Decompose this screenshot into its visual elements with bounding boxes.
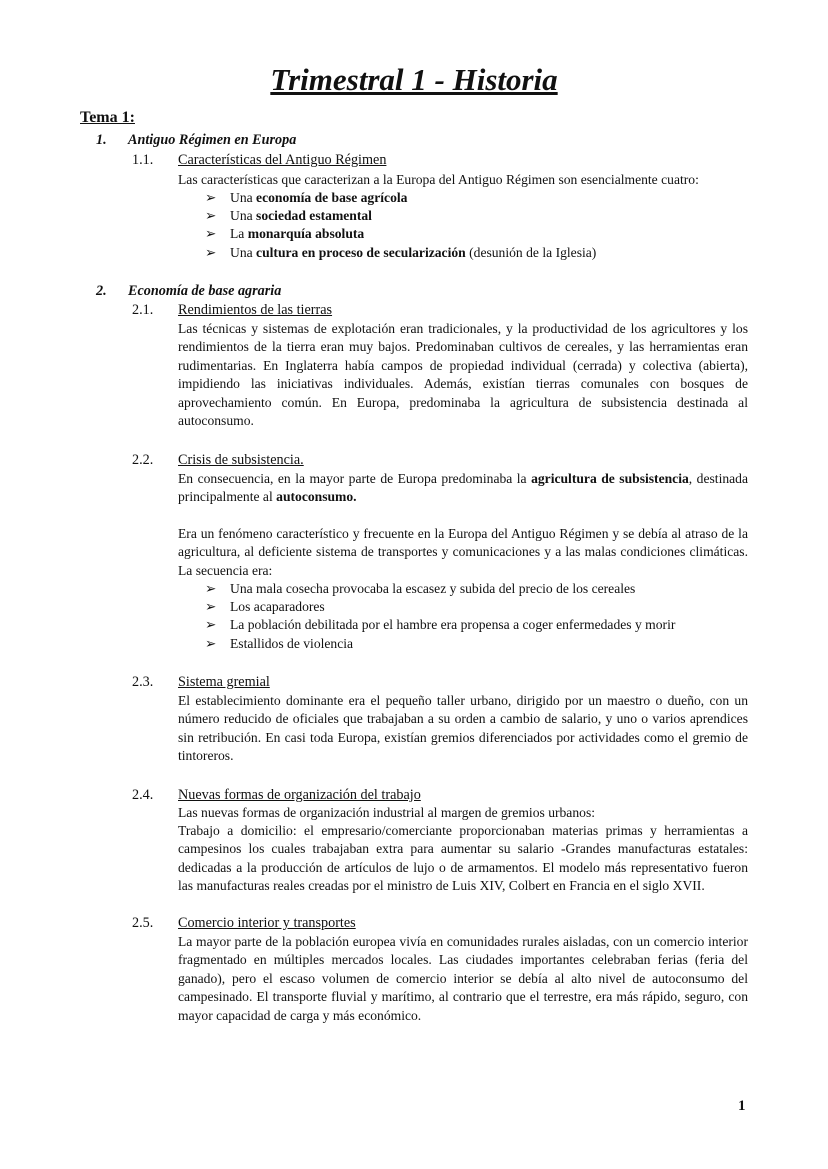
section-title: Antiguo Régimen en Europa — [128, 132, 297, 148]
list-item — [205, 244, 596, 262]
paragraph: Trabajo a domicilio: el empresario/comerciante proporcionaban materias primas y herramientas a campesinos los cuales trabajaban extra para aumentar su salario -Grandes manufacturas estatales: dedicadas a la producción de artículos de lujo o de armamentos. El modelo más representativo fueron las manufacturas reales creadas por el ministro de Luis XIV, Colbert en Francia en el siglo XVII. — [178, 823, 748, 894]
list-item — [205, 189, 407, 207]
arrow-bullet-icon: ➢ — [205, 226, 217, 241]
document-title: Trimestral 1 - Historia — [270, 62, 558, 97]
subsection-title: Crisis de subsistencia. — [178, 452, 304, 468]
subsection-number: 2.5. — [132, 915, 154, 931]
text: La — [230, 226, 248, 241]
arrow-bullet-icon: ➢ — [205, 599, 217, 614]
text: (desunión de la Iglesia) — [465, 245, 597, 260]
text: Una mala cosecha provocaba la escasez y subida del precio de los cereales — [230, 581, 636, 596]
list-item — [205, 635, 353, 653]
text: Los acaparadores — [230, 599, 325, 614]
list-item — [205, 598, 325, 616]
list-item — [205, 207, 372, 225]
text: Una — [230, 208, 257, 223]
bold-text: autoconsumo. — [276, 489, 357, 505]
bold-text: monarquía absoluta — [247, 226, 365, 241]
paragraph: Las nuevas formas de organización industrial al margen de gremios urbanos: — [178, 805, 596, 820]
text: La población debilitada por el hambre era propensa a coger enfermedades y morir — [230, 617, 676, 632]
subsection-title: Rendimientos de las tierras — [178, 302, 333, 318]
subsection-number: 1.1. — [132, 152, 154, 168]
page-number: 1 — [738, 1098, 746, 1114]
bold-text: agricultura de subsistencia — [531, 471, 689, 486]
subsection-title: Sistema gremial — [178, 674, 270, 690]
paragraph: Las características que caracterizan a la Europa del Antiguo Régimen son esencialmente cuatro: — [178, 172, 699, 187]
arrow-bullet-icon: ➢ — [205, 190, 217, 205]
subsection-title: Características del Antiguo Régimen — [178, 152, 387, 168]
text: En consecuencia, en la mayor parte de Europa predominaba la — [178, 471, 532, 486]
list-item — [205, 580, 635, 598]
subsection-number: 2.1. — [132, 302, 154, 318]
paragraph: La mayor parte de la población europea vivía en comunidades rurales aisladas, con un comercio interior fragmentado en múltiples mercados locales. Las ciudades importantes celebraban ferias (feria del ganado), pero el escaso volumen de comercio interior se debía al alto nivel de autoconsumo del campesinado. El transporte fluvial y marítimo, al contrario que el terrestre, era más rápido, seguro, con mayor capacidad de carga y más económico. — [178, 934, 748, 1023]
paragraph — [178, 470, 748, 507]
list-item — [205, 616, 675, 634]
subsection-title: Comercio interior y transportes — [178, 915, 356, 931]
section-title: Economía de base agraria — [128, 283, 282, 299]
bold-text: economía de base agrícola — [256, 190, 408, 205]
section-number: 2. — [96, 283, 107, 299]
bold-text: cultura en proceso de secularización — [256, 245, 466, 260]
section-number: 1. — [96, 132, 107, 148]
arrow-bullet-icon: ➢ — [205, 581, 217, 596]
paragraph: Las técnicas y sistemas de explotación eran tradicionales, y la productividad de los agricultores y los rendimientos de la tierra eran muy bajos. Predominaban cultivos de cereales, y las herramientas eran rudimentarias. En Inglaterra había campos de propiedad individual (cerrada) y colectiva (abierta), impidiendo las iniciativas individuales. Además, existían tierras comunales con bosques de aprovechamiento común. En Europa, predominaba la agricultura de subsistencia destinada al autoconsumo. — [178, 321, 748, 429]
subsection-number: 2.4. — [132, 787, 154, 803]
subsection-title: Nuevas formas de organización del trabajo — [178, 787, 421, 803]
arrow-bullet-icon: ➢ — [205, 617, 217, 632]
arrow-bullet-icon: ➢ — [205, 245, 217, 260]
subsection-number: 2.3. — [132, 674, 154, 690]
text: Una — [230, 245, 257, 260]
paragraph: Era un fenómeno característico y frecuente en la Europa del Antiguo Régimen y se debía al atraso de la agricultura, al deficiente sistema de transportes y comunicaciones y a las malas condiciones climáticas. La secuencia era: — [178, 526, 748, 578]
bold-text: sociedad estamental — [256, 208, 372, 223]
arrow-bullet-icon: ➢ — [205, 636, 217, 651]
text: Estallidos de violencia — [230, 636, 354, 651]
paragraph: El establecimiento dominante era el pequeño taller urbano, dirigido por un maestro o dueño, con un número reducido de oficiales que trabajaban a su orden a cambio de salario, y uno o varios aprendices sin retribución. En casi toda Europa, existían gremios diferenciados por actividades como el gremio de tintoreros. — [178, 693, 748, 764]
subsection-number: 2.2. — [132, 452, 154, 468]
text: , destinada principalmente al — [178, 471, 749, 505]
arrow-bullet-icon: ➢ — [205, 208, 217, 223]
list-item — [205, 225, 364, 243]
topic-heading: Tema 1: — [80, 109, 135, 126]
text: Una — [230, 190, 257, 205]
